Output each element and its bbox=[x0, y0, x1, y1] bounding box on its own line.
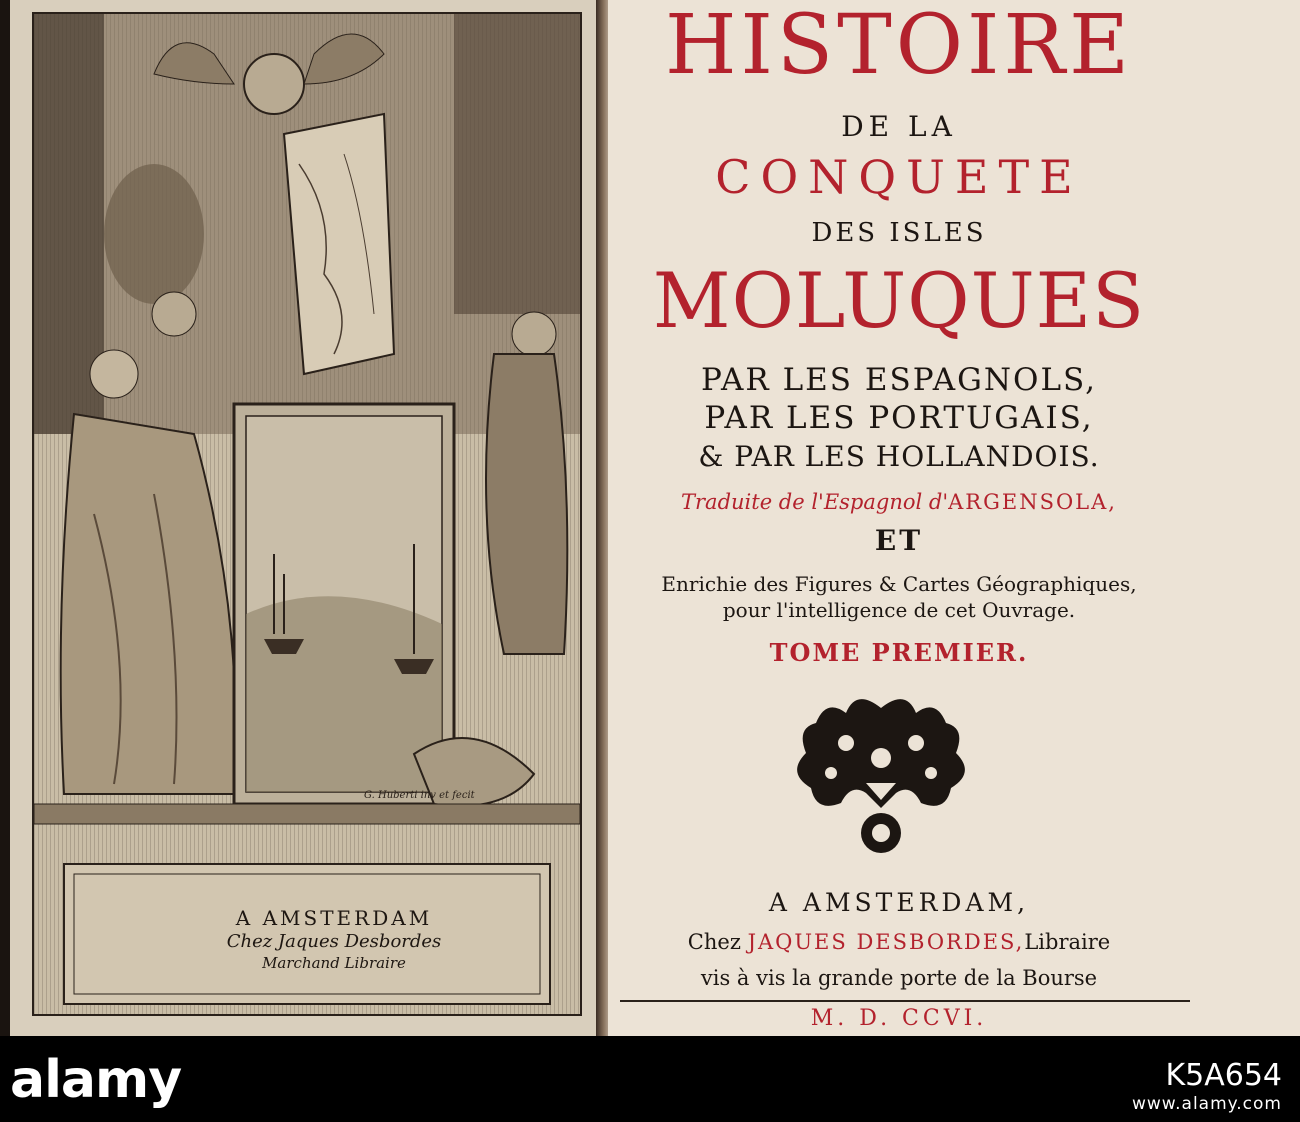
imprint-rule bbox=[620, 1000, 1190, 1002]
engraving-illustration bbox=[34, 14, 580, 1014]
title-histoire: HISTOIRE bbox=[665, 0, 1133, 93]
line-espagnols: PAR LES ESPAGNOLS, bbox=[700, 362, 1098, 398]
chez-prefix: Chez bbox=[687, 930, 748, 954]
line-hollandois: & PAR LES HOLLANDOIS. bbox=[698, 440, 1100, 473]
line-tome: TOME PREMIER. bbox=[769, 638, 1029, 667]
printers-ornament bbox=[786, 688, 976, 858]
traduite-prefix: Traduite de l'Espagnol d' bbox=[681, 490, 949, 514]
watermark-url: www.alamy.com bbox=[1131, 1094, 1282, 1114]
imprint-amsterdam: A AMSTERDAM, bbox=[768, 888, 1030, 917]
line-portugais: PAR LES PORTUGAIS, bbox=[704, 400, 1094, 436]
imprint-publisher bbox=[608, 930, 1190, 954]
caption-trade: Marchand Libraire bbox=[262, 953, 406, 972]
caption-publisher: Chez Jaques Desbordes bbox=[226, 931, 442, 952]
title-page bbox=[608, 0, 1300, 1036]
title-moluques: MOLUQUES bbox=[652, 256, 1146, 345]
line-pour: pour l'intelligence de cet Ouvrage. bbox=[722, 598, 1076, 622]
watermark-strip bbox=[0, 1036, 1300, 1122]
line-traduite bbox=[608, 490, 1190, 514]
imprint-address: vis à vis la grande porte de la Bourse bbox=[700, 966, 1098, 990]
alamy-logo: alamy bbox=[10, 1050, 182, 1110]
title-de-la: DE LA bbox=[841, 110, 957, 143]
title-conquete: CONQUETE bbox=[715, 150, 1083, 204]
engraver-signature: G. Huberti inv et fecit bbox=[364, 790, 475, 801]
traduite-author: ARGENSOLA, bbox=[948, 490, 1117, 514]
caption-amsterdam: A AMSTERDAM bbox=[235, 906, 433, 930]
line-et: ET bbox=[874, 524, 924, 557]
chez-suffix: Libraire bbox=[1024, 930, 1111, 954]
imprint-date: M. D. CCVI. bbox=[810, 1006, 988, 1031]
chez-name: JAQUES DESBORDES, bbox=[747, 930, 1025, 954]
frontispiece-page bbox=[10, 0, 602, 1036]
frontispiece-engraving bbox=[32, 12, 582, 1016]
line-enrichie: Enrichie des Figures & Cartes Géographiques, bbox=[661, 572, 1137, 596]
title-des-isles: DES ISLES bbox=[811, 218, 987, 248]
image-id: K5A654 bbox=[1165, 1058, 1282, 1093]
frontispiece-caption bbox=[184, 906, 484, 972]
